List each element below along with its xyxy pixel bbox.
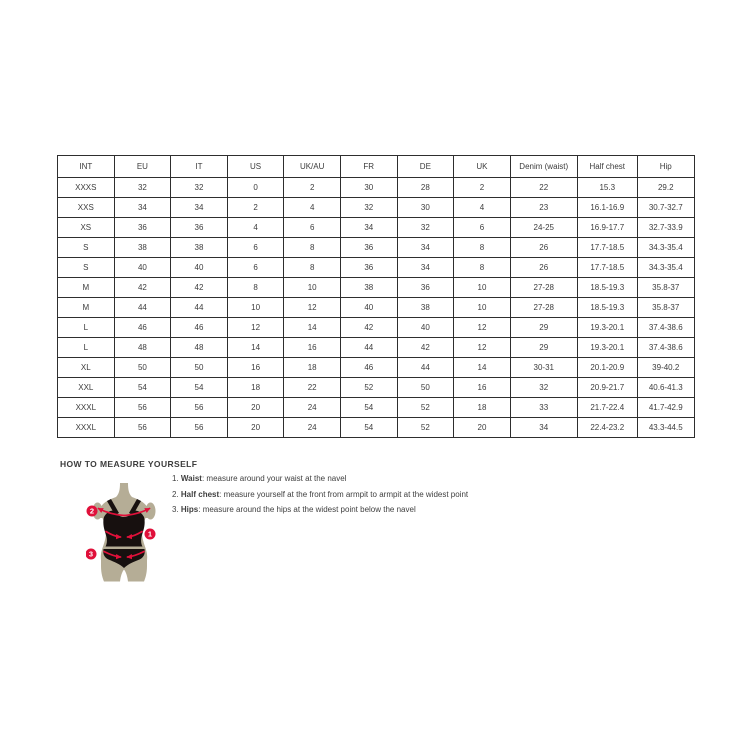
size-cell: 35.8-37 [637, 278, 694, 298]
size-cell: 34 [114, 198, 171, 218]
size-cell: 12 [284, 298, 341, 318]
size-cell: 38 [171, 238, 228, 258]
size-cell: 44 [114, 298, 171, 318]
size-cell: 42 [171, 278, 228, 298]
size-cell: 2 [454, 178, 511, 198]
badge-1-number: 1 [147, 529, 153, 539]
size-cell: 48 [171, 338, 228, 358]
size-cell: 33 [510, 398, 577, 418]
step-text: : measure yourself at the front from armpit to armpit at the widest point [219, 489, 469, 499]
measure-instructions [172, 474, 468, 521]
measurement-mannequin-illustration [86, 482, 162, 582]
size-cell: 18 [454, 398, 511, 418]
size-chart-table [57, 155, 695, 438]
size-row-xxxl-56 [58, 398, 695, 418]
size-cell: 32 [510, 378, 577, 398]
column-header-uk-au: UK/AU [284, 156, 341, 178]
size-cell: 4 [284, 198, 341, 218]
size-cell: 50 [114, 358, 171, 378]
size-cell: 36 [397, 278, 454, 298]
size-cell: 54 [114, 378, 171, 398]
size-cell: 37.4-38.6 [637, 318, 694, 338]
size-cell: XS [58, 218, 115, 238]
size-cell: 44 [340, 338, 397, 358]
size-cell: 20 [454, 418, 511, 438]
size-cell: 36 [340, 238, 397, 258]
size-cell: 22 [284, 378, 341, 398]
size-cell: 34 [510, 418, 577, 438]
size-cell: 54 [340, 418, 397, 438]
size-row-l-48 [58, 338, 695, 358]
size-cell: 21.7-22.4 [577, 398, 637, 418]
size-row-l-46 [58, 318, 695, 338]
size-cell: 16 [227, 358, 284, 378]
size-cell: 14 [454, 358, 511, 378]
size-cell: XXXL [58, 418, 115, 438]
size-cell: 40 [397, 318, 454, 338]
size-cell: 42 [397, 338, 454, 358]
column-header-de: DE [397, 156, 454, 178]
size-cell: 32.7-33.9 [637, 218, 694, 238]
step-number: 2. [172, 489, 181, 499]
size-cell: 12 [227, 318, 284, 338]
size-cell: 26 [510, 238, 577, 258]
size-chart-section [57, 155, 694, 438]
size-cell: 50 [171, 358, 228, 378]
size-row-m-44 [58, 298, 695, 318]
size-cell: 16.9-17.7 [577, 218, 637, 238]
size-row-xl-50 [58, 358, 695, 378]
size-cell: 14 [284, 318, 341, 338]
size-cell: 40 [340, 298, 397, 318]
step-number: 3. [172, 505, 181, 514]
measure-step-half-chest [172, 490, 468, 500]
size-cell: M [58, 278, 115, 298]
size-cell: 48 [114, 338, 171, 358]
size-cell: XXXS [58, 178, 115, 198]
size-cell: 6 [454, 218, 511, 238]
size-cell: 34.3-35.4 [637, 258, 694, 278]
size-cell: 52 [397, 418, 454, 438]
size-cell: 24 [284, 418, 341, 438]
size-cell: 42 [114, 278, 171, 298]
size-cell: 30.7-32.7 [637, 198, 694, 218]
size-cell: 18.5-19.3 [577, 298, 637, 318]
step-text: : measure around the hips at the widest point below the navel [198, 505, 416, 514]
size-cell: 2 [284, 178, 341, 198]
size-cell: 54 [171, 378, 228, 398]
size-cell: 50 [397, 378, 454, 398]
measure-step-hips [172, 505, 468, 515]
size-cell: S [58, 258, 115, 278]
column-header-hip: Hip [637, 156, 694, 178]
size-cell: XXXL [58, 398, 115, 418]
size-cell: 10 [227, 298, 284, 318]
size-cell: 52 [340, 378, 397, 398]
size-cell: 18 [284, 358, 341, 378]
size-cell: 6 [284, 218, 341, 238]
size-cell: 8 [454, 238, 511, 258]
size-cell: 40 [171, 258, 228, 278]
column-header-uk: UK [454, 156, 511, 178]
size-cell: 20 [227, 398, 284, 418]
size-cell: 36 [114, 218, 171, 238]
size-cell: 12 [454, 338, 511, 358]
step-label: Hips [180, 505, 199, 514]
size-cell: 26 [510, 258, 577, 278]
size-cell: 44 [397, 358, 454, 378]
column-header-eu: EU [114, 156, 171, 178]
size-cell: 46 [114, 318, 171, 338]
size-cell: 41.7-42.9 [637, 398, 694, 418]
size-cell: 54 [340, 398, 397, 418]
size-cell: 16.1-16.9 [577, 198, 637, 218]
size-row-xxxs-32 [58, 178, 695, 198]
size-row-xxxl-56 [58, 418, 695, 438]
size-cell: 2 [227, 198, 284, 218]
size-cell: L [58, 338, 115, 358]
size-cell: 28 [397, 178, 454, 198]
step-text: : measure around your waist at the navel [201, 474, 347, 483]
size-row-s-38 [58, 238, 695, 258]
size-cell: 32 [397, 218, 454, 238]
size-cell: 27-28 [510, 278, 577, 298]
size-cell: 18 [227, 378, 284, 398]
size-cell: 19.3-20.1 [577, 318, 637, 338]
column-header-half-chest: Half chest [577, 156, 637, 178]
size-cell: 34 [397, 238, 454, 258]
size-cell: 52 [397, 398, 454, 418]
size-cell: 56 [114, 418, 171, 438]
size-cell: 37.4-38.6 [637, 338, 694, 358]
size-row-s-40 [58, 258, 695, 278]
size-row-xs-36 [58, 218, 695, 238]
size-cell: 36 [171, 218, 228, 238]
size-chart-header-row [58, 156, 695, 178]
size-row-xxl-54 [58, 378, 695, 398]
column-header-denim-waist-: Denim (waist) [510, 156, 577, 178]
measure-section-heading: HOW TO MEASURE YOURSELF [60, 459, 198, 469]
size-cell: 20.9-21.7 [577, 378, 637, 398]
size-cell: XXS [58, 198, 115, 218]
size-cell: 32 [171, 178, 228, 198]
size-cell: 6 [227, 238, 284, 258]
size-cell: S [58, 238, 115, 258]
step-label: Waist [180, 474, 202, 483]
size-cell: 20.1-20.9 [577, 358, 637, 378]
size-cell: 56 [171, 418, 228, 438]
column-header-int: INT [58, 156, 115, 178]
measure-step-waist [172, 474, 468, 484]
size-cell: 24 [284, 398, 341, 418]
size-cell: 38 [397, 298, 454, 318]
size-cell: 12 [454, 318, 511, 338]
size-cell: 14 [227, 338, 284, 358]
badge-3-number: 3 [88, 549, 94, 559]
size-cell: M [58, 298, 115, 318]
size-cell: 34.3-35.4 [637, 238, 694, 258]
size-cell: 16 [284, 338, 341, 358]
step-label: Half chest [180, 489, 220, 499]
size-cell: 15.3 [577, 178, 637, 198]
size-cell: 30 [340, 178, 397, 198]
size-cell: 46 [171, 318, 228, 338]
size-cell: 36 [340, 258, 397, 278]
size-cell: 22.4-23.2 [577, 418, 637, 438]
size-cell: 16 [454, 378, 511, 398]
badge-2-number: 2 [89, 506, 95, 516]
size-cell: 34 [340, 218, 397, 238]
size-cell: 4 [454, 198, 511, 218]
size-cell: 10 [454, 298, 511, 318]
size-cell: 32 [114, 178, 171, 198]
step-number: 1. [172, 474, 181, 483]
size-cell: 19.3-20.1 [577, 338, 637, 358]
size-cell: 8 [454, 258, 511, 278]
size-cell: 38 [340, 278, 397, 298]
column-header-fr: FR [340, 156, 397, 178]
column-header-us: US [227, 156, 284, 178]
size-row-xxs-34 [58, 198, 695, 218]
size-cell: XXL [58, 378, 115, 398]
size-cell: 29.2 [637, 178, 694, 198]
size-cell: 8 [284, 258, 341, 278]
size-cell: 34 [397, 258, 454, 278]
size-cell: 20 [227, 418, 284, 438]
size-cell: 42 [340, 318, 397, 338]
size-cell: 4 [227, 218, 284, 238]
size-cell: 10 [284, 278, 341, 298]
size-cell: 32 [340, 198, 397, 218]
size-cell: 29 [510, 338, 577, 358]
size-cell: 29 [510, 318, 577, 338]
size-cell: 6 [227, 258, 284, 278]
size-cell: L [58, 318, 115, 338]
size-cell: 30-31 [510, 358, 577, 378]
size-cell: XL [58, 358, 115, 378]
size-cell: 10 [454, 278, 511, 298]
size-cell: 39-40.2 [637, 358, 694, 378]
size-cell: 0 [227, 178, 284, 198]
column-header-it: IT [171, 156, 228, 178]
size-cell: 24-25 [510, 218, 577, 238]
size-cell: 35.8-37 [637, 298, 694, 318]
size-cell: 56 [171, 398, 228, 418]
size-cell: 34 [171, 198, 228, 218]
size-cell: 17.7-18.5 [577, 238, 637, 258]
size-cell: 17.7-18.5 [577, 258, 637, 278]
size-cell: 27-28 [510, 298, 577, 318]
size-cell: 46 [340, 358, 397, 378]
size-cell: 30 [397, 198, 454, 218]
size-cell: 8 [284, 238, 341, 258]
size-cell: 38 [114, 238, 171, 258]
size-cell: 40 [114, 258, 171, 278]
size-cell: 22 [510, 178, 577, 198]
size-cell: 43.3-44.5 [637, 418, 694, 438]
size-cell: 8 [227, 278, 284, 298]
size-cell: 23 [510, 198, 577, 218]
size-row-m-42 [58, 278, 695, 298]
size-cell: 56 [114, 398, 171, 418]
size-cell: 40.6-41.3 [637, 378, 694, 398]
size-cell: 44 [171, 298, 228, 318]
size-cell: 18.5-19.3 [577, 278, 637, 298]
